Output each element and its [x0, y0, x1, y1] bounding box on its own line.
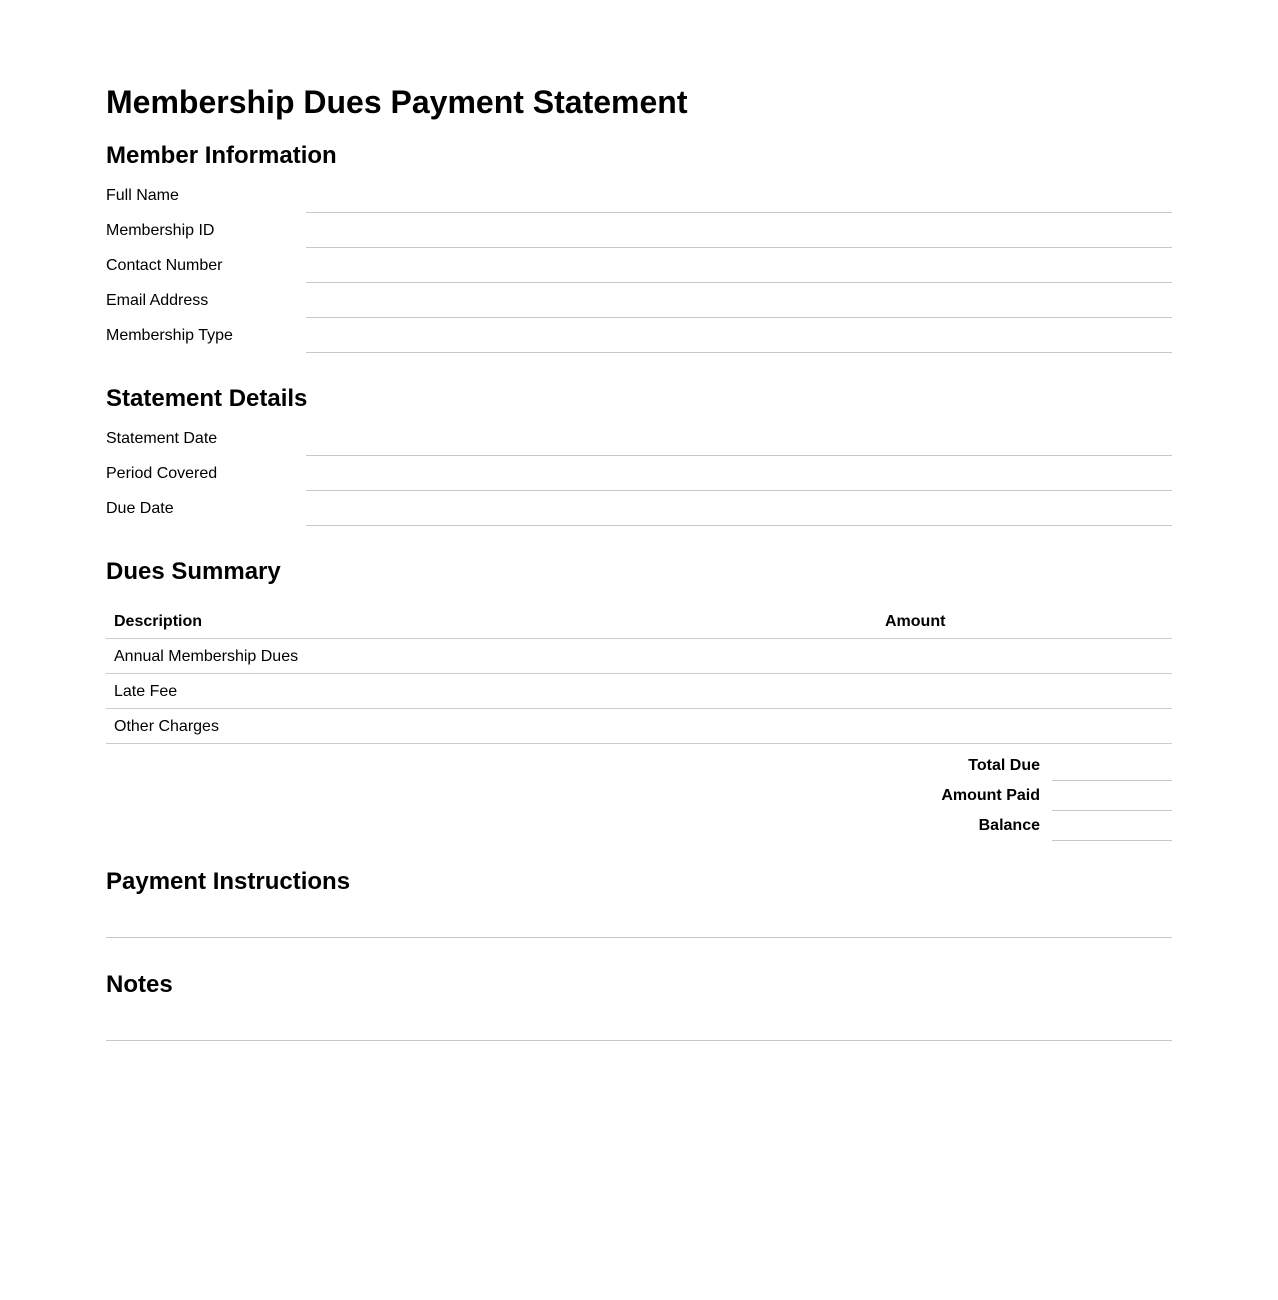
statement-details-heading: Statement Details — [106, 385, 308, 412]
due-date-row — [106, 491, 1172, 526]
statement-date-row — [106, 421, 1172, 456]
membership-id-label: Membership ID — [106, 222, 215, 239]
page-title: Membership Dues Payment Statement — [106, 84, 688, 120]
full-name-row — [106, 178, 1172, 213]
amount-column-header: Amount — [885, 613, 946, 630]
table-header-row — [106, 604, 1172, 639]
period-covered-row — [106, 456, 1172, 491]
notes-heading: Notes — [106, 971, 173, 998]
due-date-field[interactable] — [306, 525, 1172, 526]
balance-field[interactable] — [1052, 840, 1172, 841]
notes-field[interactable] — [106, 1040, 1172, 1041]
payment-instructions-field[interactable] — [106, 937, 1172, 938]
member-information-heading: Member Information — [106, 142, 337, 169]
table-row — [106, 674, 1172, 709]
total-due-row — [106, 751, 1172, 781]
due-date-label: Due Date — [106, 500, 174, 517]
description-column-header: Description — [114, 613, 203, 630]
row-description: Late Fee — [114, 683, 178, 700]
row-description: Other Charges — [114, 718, 219, 735]
email-address-row — [106, 283, 1172, 318]
membership-id-row — [106, 213, 1172, 248]
statement-date-label: Statement Date — [106, 430, 218, 447]
membership-type-label: Membership Type — [106, 327, 233, 344]
period-covered-label: Period Covered — [106, 465, 218, 482]
dues-table — [106, 604, 1172, 744]
total-due-label: Total Due — [968, 757, 1040, 774]
table-row — [106, 709, 1172, 744]
contact-number-label: Contact Number — [106, 257, 223, 274]
payment-instructions-heading: Payment Instructions — [106, 868, 351, 895]
email-address-label: Email Address — [106, 292, 209, 309]
dues-summary-heading: Dues Summary — [106, 558, 281, 585]
contact-number-row — [106, 248, 1172, 283]
amount-paid-row — [106, 781, 1172, 811]
balance-row — [106, 811, 1172, 841]
amount-paid-label: Amount Paid — [941, 787, 1040, 804]
membership-type-row — [106, 318, 1172, 353]
table-row — [106, 639, 1172, 674]
balance-label: Balance — [978, 817, 1040, 834]
membership-type-field[interactable] — [306, 352, 1172, 353]
row-description: Annual Membership Dues — [114, 648, 299, 665]
full-name-label: Full Name — [106, 187, 179, 204]
